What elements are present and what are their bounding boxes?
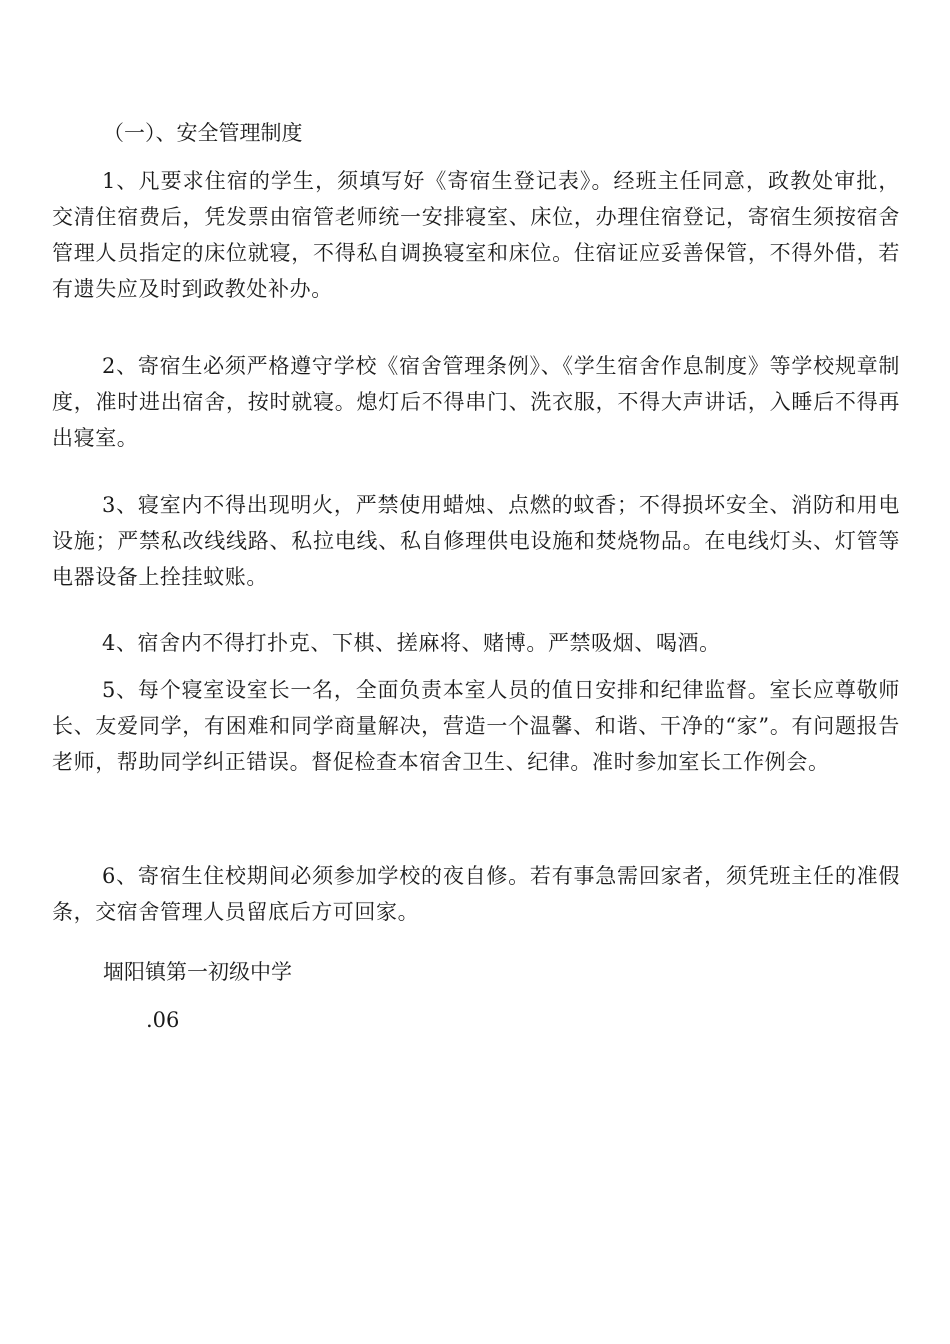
rule-paragraph-2: 2、寄宿生必须严格遵守学校《宿舍管理条例》、《学生宿舍作息制度》等学校规章制度，准时进出宿舍，按时就寝。熄灯后不得串门、洗衣服，不得大声讲话，入睡后不得再出寝室。 (52, 354, 900, 450)
rule-paragraph-6: 6、寄宿生住校期间必须参加学校的夜自修。若有事急需回家者，须凭班主任的准假条，交宿舍管理人员留底后方可回家。 (52, 864, 900, 924)
rule-paragraph-4: 4、宿舍内不得打扑克、下棋、搓麻将、赌博。严禁吸烟、喝酒。 (102, 631, 721, 655)
section-heading: （一）、安全管理制度 (103, 121, 303, 145)
rule-paragraph-5: 5、每个寝室设室长一名，全面负责本室人员的值日安排和纪律监督。室长应尊敬师长、友爱同学，有困难和同学商量解决，营造一个温馨、和谐、干净的“家”。有问题报告老师，帮助同学纠正错误。督促检查本宿舍卫生、纪律。准时参加室长工作例会。 (52, 678, 900, 774)
rule-paragraph-3: 3、寝室内不得出现明火，严禁使用蜡烛、点燃的蚊香；不得损坏安全、消防和用电设施；严禁私改线线路、私拉电线、私自修理供电设施和焚烧物品。在电线灯头、灯管等电器设备上拴挂蚊账。 (52, 493, 900, 589)
document-date: .06 (146, 1008, 180, 1032)
rule-paragraph-1: 1、凡要求住宿的学生，须填写好《寄宿生登记表》。经班主任同意，政教处审批，交清住宿费后，凭发票由宿管老师统一安排寝室、床位，办理住宿登记，寄宿生须按宿舍管理人员指定的床位就寝，不得私自调换寝室和床位。住宿证应妥善保管，不得外借，若有遗失应及时到政教处补办。 (52, 169, 900, 301)
school-signature: 堌阳镇第一初级中学 (103, 960, 292, 984)
